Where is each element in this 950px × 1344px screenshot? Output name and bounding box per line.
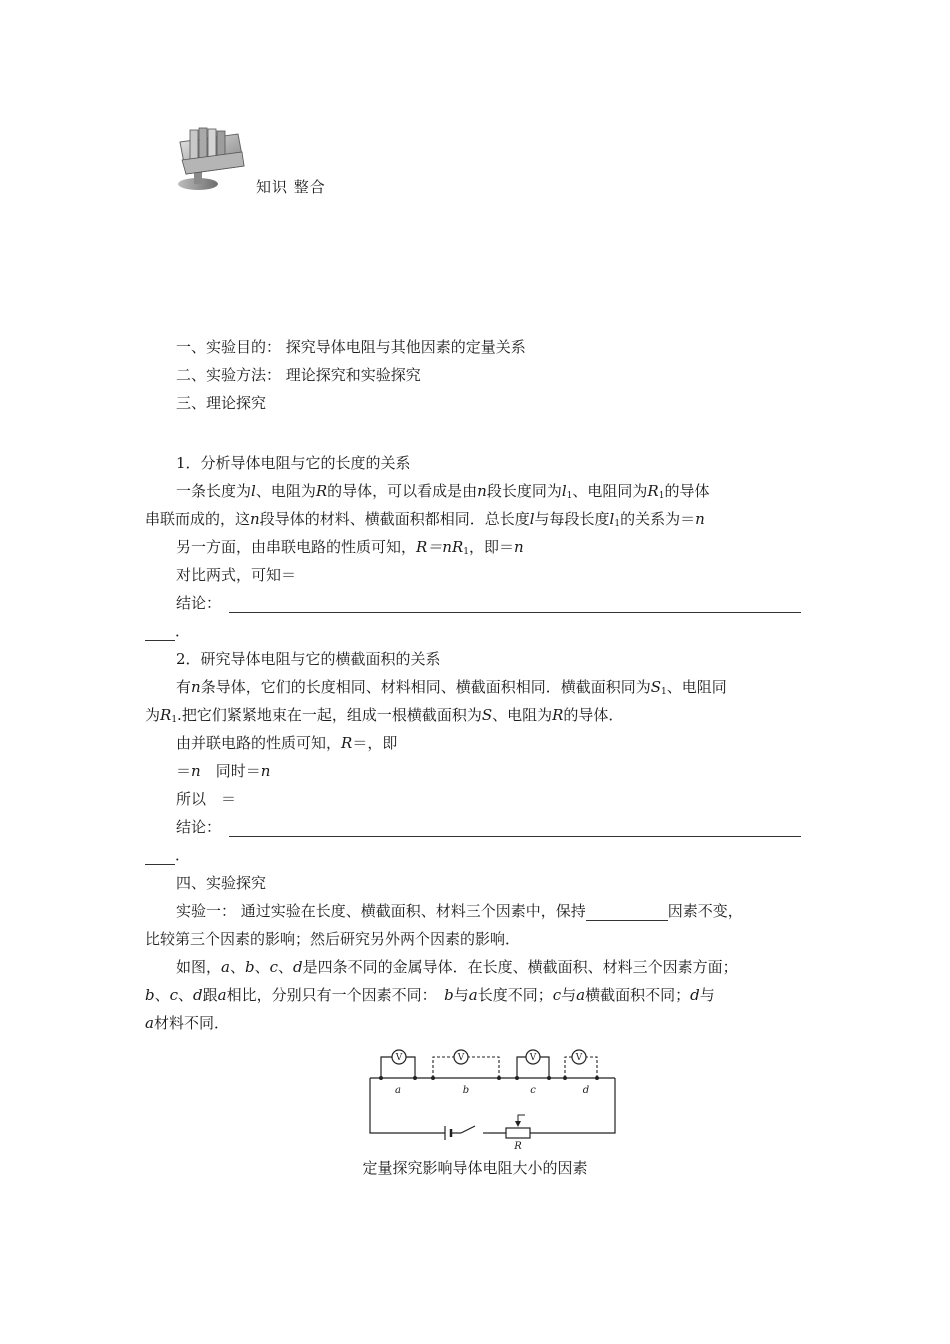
exp-line5: a材料不同． xyxy=(145,1014,229,1032)
part1-para1-cont: 串联而成的，这n段导体的材料、横截面积都相同．总长度l与每段长度$l_1$的关系为＝n xyxy=(145,510,705,529)
part1-heading: 1．分析导体电阻与它的长度的关系 xyxy=(176,454,411,472)
part2-para4: 所以 ＝ xyxy=(176,790,237,808)
part1-para3: 对比两式，可知＝ xyxy=(176,566,297,584)
part1-para1: 一条长度为l、电阻为R的导体，可以看成是由n段长度同为$l_1$、电阻同为$R_1$的导体 xyxy=(176,482,710,501)
part2-para1: 有n条导体，它们的长度相同、材料相同、横截面积相同．横截面积同为$S_1$、电阻同 xyxy=(176,678,727,697)
conclusion-blank-2-cont[interactable] xyxy=(145,848,175,865)
voltmeter-2: V xyxy=(457,1053,465,1063)
figure-caption: 定量探究影响导体电阻大小的因素 xyxy=(362,1159,588,1177)
part1-conclusion: 结论： xyxy=(176,593,841,613)
computer-books-icon xyxy=(172,120,252,200)
part1-para2: 另一方面，由串联电路的性质可知，$R=nR_1$，即＝n xyxy=(176,538,524,557)
circuit-diagram xyxy=(365,1045,625,1153)
section-2: 二、实验方法： 理论探究和实验探究 xyxy=(176,366,421,384)
voltmeter-4: V xyxy=(575,1053,583,1063)
part1-conclusion-end: ． xyxy=(145,621,810,641)
part2-para1-cont: 为$R_1$.把它们紧紧地束在一起，组成一根横截面积为S、电阻为R的导体． xyxy=(145,706,624,725)
voltmeter-1: V xyxy=(395,1053,403,1063)
exp-line1: 实验一： 通过实验在长度、横截面积、材料三个因素中，保持 因素不变， xyxy=(176,902,743,920)
exp-line2: 比较第三个因素的影响；然后研究另外两个因素的影响． xyxy=(145,930,521,948)
section-header xyxy=(172,120,392,200)
section-4: 四、实验探究 xyxy=(176,874,267,892)
exp-line4: b、c、d跟a相比，分别只有一个因素不同： b与a长度不同；c与a横截面积不同；d与 xyxy=(145,986,715,1004)
part2-para2: 由并联电路的性质可知，R＝，即 xyxy=(176,734,398,752)
part2-heading: 2．研究导体电阻与它的横截面积的关系 xyxy=(176,650,441,668)
label-rheostat: R xyxy=(514,1141,522,1152)
label-a: a xyxy=(395,1085,401,1096)
part2-para3: ＝n 同时＝n xyxy=(176,762,271,780)
voltmeter-3: V xyxy=(529,1053,537,1063)
label-b: b xyxy=(462,1085,470,1096)
part2-conclusion-end: ． xyxy=(145,845,810,865)
label-d: d xyxy=(582,1085,590,1096)
section-title: 知识 整合 xyxy=(256,178,326,196)
conclusion-blank[interactable] xyxy=(229,596,801,613)
conclusion-blank-cont[interactable] xyxy=(145,624,175,641)
conclusion-blank-2[interactable] xyxy=(229,820,801,837)
section-3: 三、理论探究 xyxy=(176,394,267,412)
factor-blank[interactable] xyxy=(586,904,668,921)
label-c: c xyxy=(530,1085,536,1096)
part2-conclusion: 结论： xyxy=(176,817,841,837)
section-1: 一、实验目的： 探究导体电阻与其他因素的定量关系 xyxy=(176,338,526,356)
exp-line3: 如图，a、b、c、d是四条不同的金属导体．在长度、横截面积、材料三个因素方面； xyxy=(176,958,738,976)
